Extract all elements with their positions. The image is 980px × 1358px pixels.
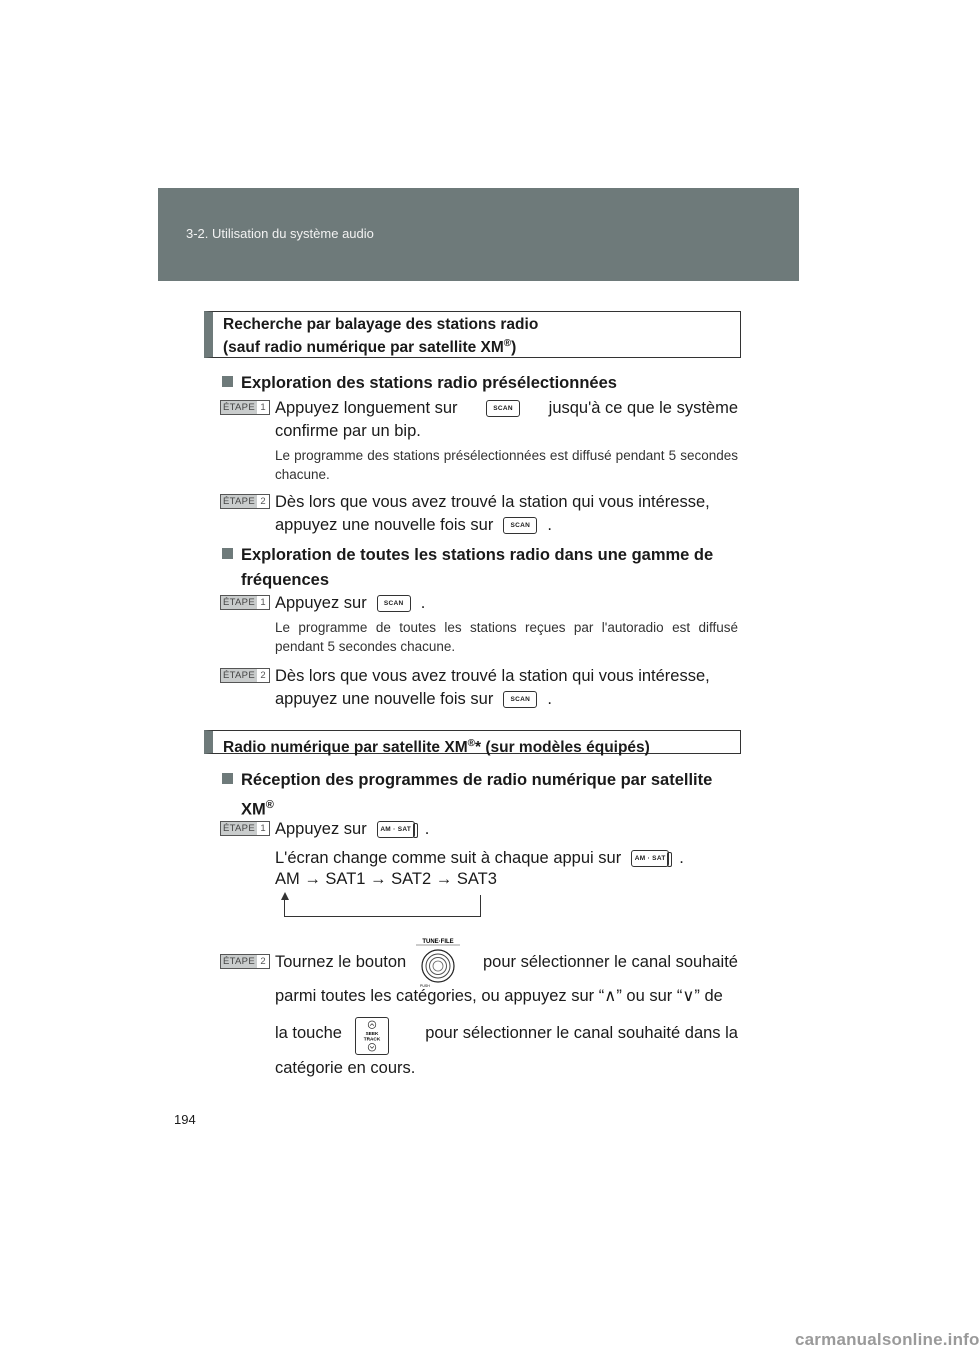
am-sat-button-icon: AM · SAT bbox=[631, 850, 669, 867]
step-badge: ÉTAPE 1 bbox=[220, 400, 270, 415]
watermark: carmanualsonline.info bbox=[795, 1330, 980, 1349]
subheading-preset-scan: Exploration des stations radio présélectionnées bbox=[222, 371, 617, 396]
step-badge: ÉTAPE 2 bbox=[220, 494, 270, 509]
step-badge: ÉTAPE 2 bbox=[220, 668, 270, 683]
am-sat-button-icon: AM · SAT bbox=[377, 821, 415, 838]
sequence-loop-line bbox=[284, 895, 481, 917]
section-title-xm: Radio numérique par satellite XM®* (sur modèles équipés) bbox=[204, 730, 741, 754]
step-badge: ÉTAPE 1 bbox=[220, 595, 270, 610]
svg-text:TRACK: TRACK bbox=[363, 1036, 381, 1042]
step-text: Dès lors que vous avez trouvé la station qui vous intéresse, appuyez une nouvelle fois sur SCAN . bbox=[275, 493, 710, 534]
breadcrumb: 3-2. Utilisation du système audio bbox=[186, 226, 374, 241]
loop-arrow-icon bbox=[281, 892, 289, 900]
step-badge: ÉTAPE 1 bbox=[220, 821, 270, 836]
svg-text:TUNE·FILE: TUNE·FILE bbox=[422, 939, 454, 945]
step-text: Dès lors que vous avez trouvé la station qui vous intéresse, appuyez une nouvelle fois sur SCAN . bbox=[275, 667, 710, 708]
scan-button-icon: SCAN bbox=[486, 400, 520, 417]
step-note: Le programme de toutes les stations reçues par l'autoradio est diffusé pendant 5 secondes chacune. bbox=[275, 620, 738, 654]
square-bullet-icon bbox=[222, 773, 233, 784]
scan-button-icon: SCAN bbox=[503, 691, 537, 708]
step-badge: ÉTAPE 2 bbox=[220, 954, 270, 969]
scan-button-icon: SCAN bbox=[503, 517, 537, 534]
band-sequence: AM → SAT1 → SAT2 → SAT3 bbox=[275, 870, 497, 888]
step-text: Appuyez sur AM · SAT . L'écran change comme suit à chaque appui sur AM · SAT . bbox=[275, 820, 684, 867]
page-number: 194 bbox=[174, 1112, 196, 1127]
square-bullet-icon bbox=[222, 376, 233, 387]
subheading-band-scan: Exploration de toutes les stations radio dans une gamme de fréquences bbox=[222, 543, 740, 593]
square-bullet-icon bbox=[222, 548, 233, 559]
section-title-line2: (sauf radio numérique par satellite XM®) bbox=[223, 338, 517, 357]
step-text: Appuyez longuement sur SCAN jusqu'à ce que le système confirme par un bip. bbox=[275, 399, 738, 440]
chapter-header-band bbox=[158, 188, 799, 281]
step-text: Tournez le bouton pour sélectionner le canal souhaité parmi toutes les catégories, ou appuyez sur “∧” ou sur “∨” de la touche pour sélectionner le canal souhaité dans la catégorie en cours. bbox=[275, 953, 738, 1077]
scan-button-icon: SCAN bbox=[377, 595, 411, 612]
section-title-scan bbox=[204, 311, 741, 358]
seek-track-button-icon bbox=[355, 1017, 389, 1055]
tune-file-knob-icon bbox=[414, 937, 462, 989]
section-title-line1: Recherche par balayage des stations radio bbox=[223, 316, 539, 333]
svg-text:SEEK: SEEK bbox=[365, 1031, 379, 1037]
svg-text:PUSH: PUSH bbox=[420, 984, 430, 988]
subheading-xm-reception: Réception des programmes de radio numérique par satellite XM® bbox=[222, 768, 740, 823]
step-text: Appuyez sur SCAN . bbox=[275, 594, 426, 612]
step-note: Le programme des stations présélectionnées est diffusé pendant 5 secondes chacune. bbox=[275, 448, 738, 482]
